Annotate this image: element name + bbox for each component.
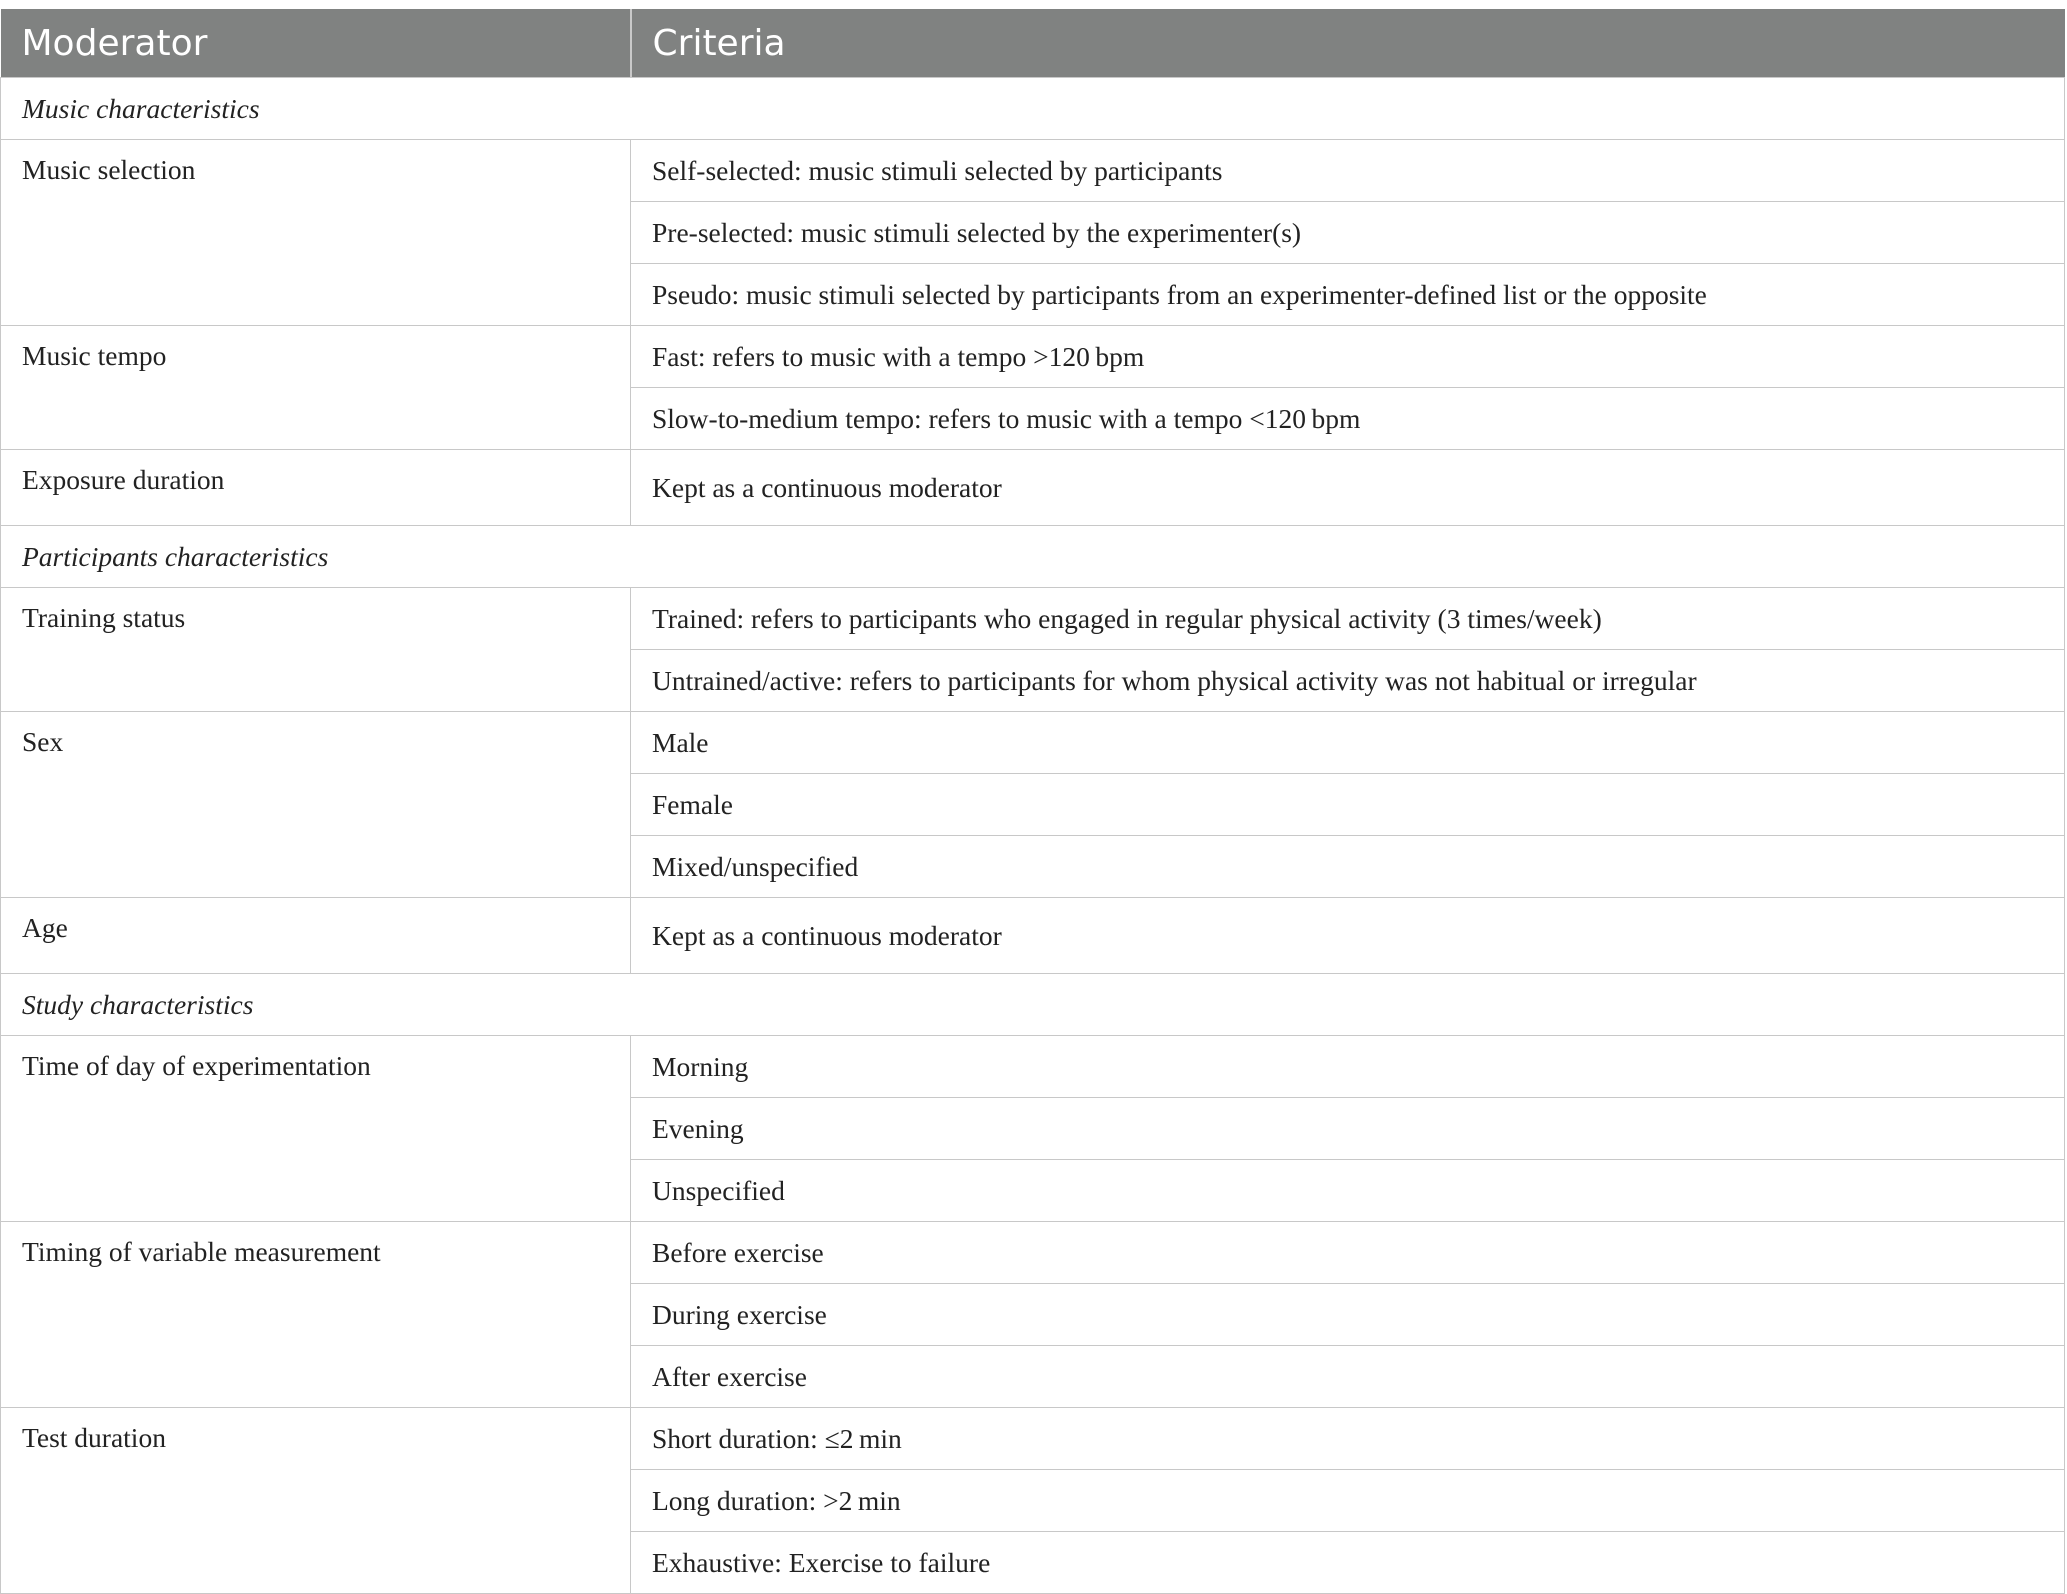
table-row	[1, 588, 2065, 650]
table-row	[1, 450, 2065, 526]
table-row	[1, 140, 2065, 202]
criteria-cell: Female	[631, 774, 2065, 836]
criteria-cell: Long duration: >2 min	[631, 1470, 2065, 1532]
criteria-cell: Before exercise	[631, 1222, 2065, 1284]
table-row	[1, 1408, 2065, 1470]
criteria-cell: Unspecified	[631, 1160, 2065, 1222]
criteria-cell: Slow-to-medium tempo: refers to music with a tempo <120 bpm	[631, 388, 2065, 450]
table-row	[1, 712, 2065, 774]
section-row	[1, 526, 2065, 588]
moderator-criteria-table-container	[0, 9, 2064, 1594]
moderator-cell: Test duration	[1, 1408, 631, 1594]
moderator-cell: Exposure duration	[1, 450, 631, 526]
section-row	[1, 974, 2065, 1036]
moderator-cell: Timing of variable measurement	[1, 1222, 631, 1408]
table-header	[1, 9, 2065, 78]
header-moderator: Moderator	[1, 9, 631, 78]
section-heading: Music characteristics	[1, 78, 2065, 140]
moderator-cell: Music tempo	[1, 326, 631, 450]
section-row	[1, 78, 2065, 140]
moderator-cell: Music selection	[1, 140, 631, 326]
criteria-cell: Kept as a continuous moderator	[631, 898, 2065, 974]
moderator-cell: Time of day of experimentation	[1, 1036, 631, 1222]
criteria-cell: After exercise	[631, 1346, 2065, 1408]
section-heading: Participants characteristics	[1, 526, 2065, 588]
table-row	[1, 1036, 2065, 1098]
criteria-cell: Self-selected: music stimuli selected by participants	[631, 140, 2065, 202]
moderator-cell: Training status	[1, 588, 631, 712]
criteria-cell: Evening	[631, 1098, 2065, 1160]
header-row	[1, 9, 2065, 78]
section-heading: Study characteristics	[1, 974, 2065, 1036]
criteria-cell: Untrained/active: refers to participants for whom physical activity was not habitual or irregular	[631, 650, 2065, 712]
criteria-cell: Morning	[631, 1036, 2065, 1098]
moderator-cell: Age	[1, 898, 631, 974]
criteria-cell: Trained: refers to participants who engaged in regular physical activity (3 times/week)	[631, 588, 2065, 650]
criteria-cell: Pseudo: music stimuli selected by participants from an experimenter-defined list or the opposite	[631, 264, 2065, 326]
criteria-cell: Male	[631, 712, 2065, 774]
criteria-cell: Exhaustive: Exercise to failure	[631, 1532, 2065, 1594]
criteria-cell: During exercise	[631, 1284, 2065, 1346]
moderator-criteria-table	[0, 9, 2065, 1594]
criteria-cell: Pre-selected: music stimuli selected by the experimenter(s)	[631, 202, 2065, 264]
criteria-cell: Mixed/unspecified	[631, 836, 2065, 898]
moderator-cell: Sex	[1, 712, 631, 898]
criteria-cell: Kept as a continuous moderator	[631, 450, 2065, 526]
criteria-cell: Short duration: ≤2 min	[631, 1408, 2065, 1470]
table-body	[1, 78, 2065, 1594]
table-row	[1, 1222, 2065, 1284]
criteria-cell: Fast: refers to music with a tempo >120 bpm	[631, 326, 2065, 388]
table-row	[1, 326, 2065, 388]
table-row	[1, 898, 2065, 974]
header-criteria: Criteria	[631, 9, 2065, 78]
